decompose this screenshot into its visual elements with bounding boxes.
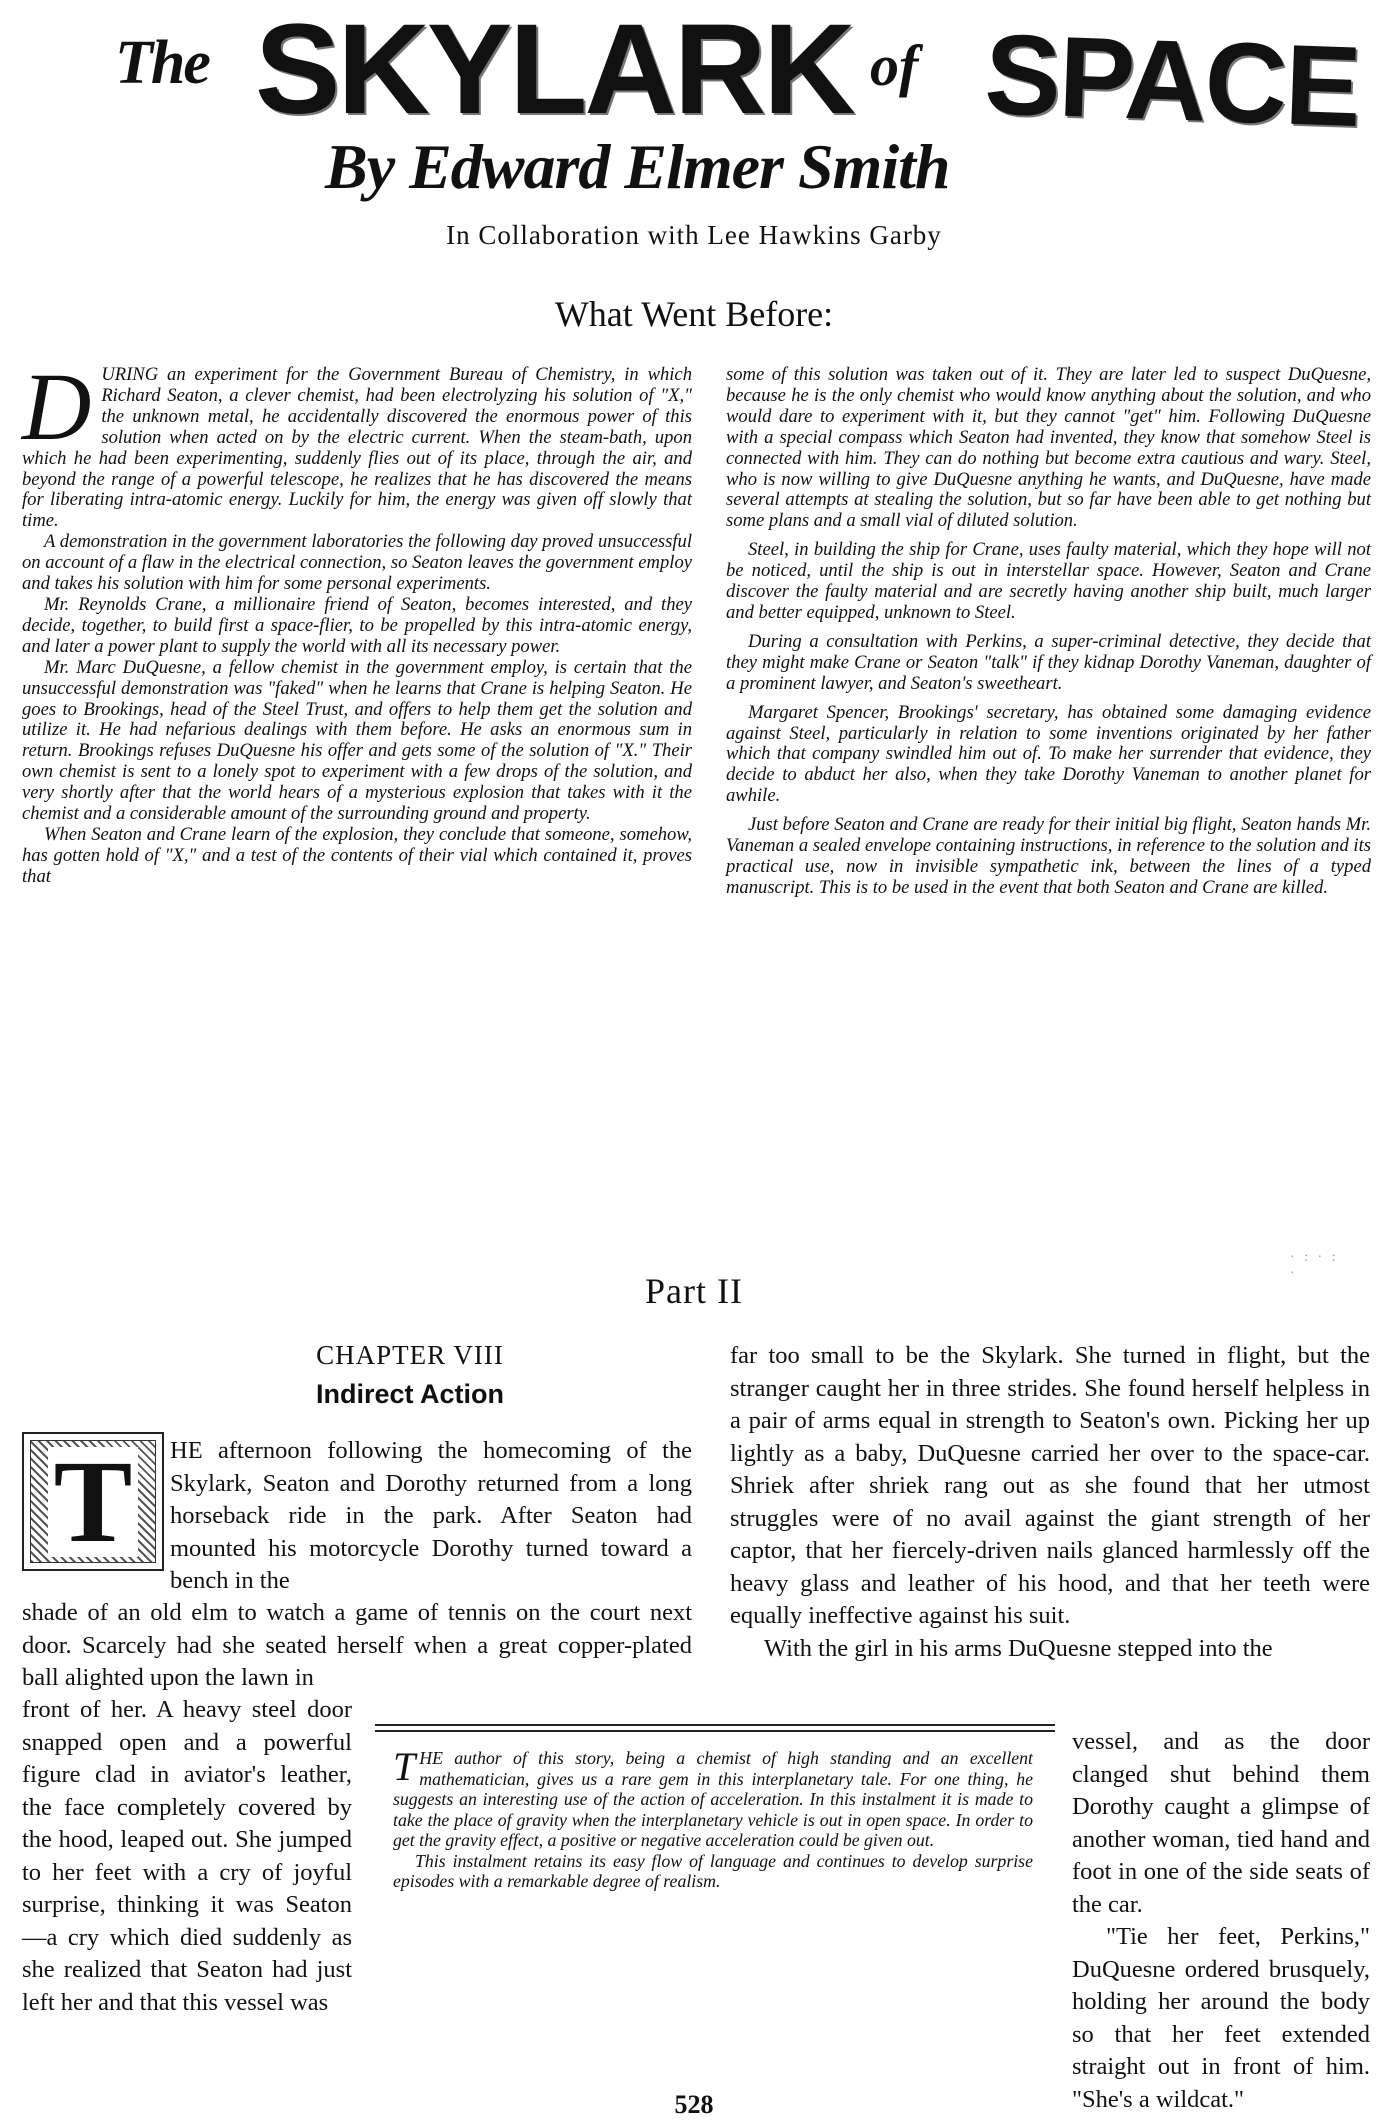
editor-note-text	[393, 1744, 1033, 1892]
title-of: of	[870, 33, 919, 98]
body-paragraph: vessel, and as the door clanged shut behind them Dorothy caught a glimpse of another woman, tied hand and foot in one of the side seats of the car.	[1072, 1728, 1370, 1918]
chapter-title: Indirect Action	[315, 1379, 504, 1409]
editor-note-box	[375, 1710, 1055, 2094]
author-byline: By Edward Elmer Smith	[325, 131, 950, 202]
synopsis-paragraph: Margaret Spencer, Brookings' secretary, has obtained some damaging evidence against Steel, particularly in relation to some inventions originated by her father which that company swindled him out of. To make her surrender that evidence, they decide to abduct her also, when they take Dorothy Vaneman to another planet for awhile.	[726, 701, 1371, 807]
dropcap-ornament-frame	[30, 1435, 156, 1567]
synopsis-paragraph: When Seaton and Crane learn of the explosion, they conclude that someone, somehow, has gotten hold of "X," and a test of the contents of their vial which contained it, proves that	[22, 823, 692, 887]
right-column-text	[730, 1340, 1370, 1665]
editor-note-paragraph: This instalment retains its easy flow of language and continues to develop surprise episodes with a remarkable degree of realism.	[393, 1850, 1033, 1891]
synopsis-paragraph: some of this solution was taken out of it. They are later led to suspect DuQuesne, because he is the only chemist who would know anything about the solution, and who would dare to experiment with it, but they cannot "get" him. Following DuQuesne with a special compass which Seaton had invented, they know that somehow Steel is connected with him. They can do nothing but become extra cautious and wary. Steel, who is now willing to give DuQuesne anything he wants, and DuQuesne, have made several attempts at stealing the solution, but so far have been able to get nothing but some plans and a small vial of diluted solution.	[726, 364, 1371, 532]
synopsis-paragraph: Mr. Reynolds Crane, a millionaire friend of Seaton, becomes interested, and they decide, together, to build first a space-flier, to be propelled by this intra-atomic energy, and later a power plant to supply the world with all its necessary power.	[22, 593, 692, 657]
page-number: 528	[674, 2090, 714, 2119]
editor-note-dropcap: T	[393, 1744, 416, 1789]
ornamental-dropcap	[22, 1432, 164, 1571]
synopsis-paragraph: During a consultation with Perkins, a super-criminal detective, they decide that they might make Crane or Seaton "talk" if they kidnap Dorothy Vaneman, daughter of a prominent lawyer, and Seaton's sweetheart.	[726, 630, 1371, 694]
body-paragraph: HE afternoon following the homecoming of the Skylark, Seaton and Dorothy returned from a long horseback ride in the park. After Seaton had mounted his motorcycle Dorothy turned toward a bench in the	[170, 1437, 692, 1594]
synopsis-paragraph: Steel, in building the ship for Crane, uses faulty material, which they hope will not be noticed, until the ship is out in interstellar space. However, Seaton and Crane discover the faulty material and are secretly having another ship built, much larger and better equipped, unknown to Steel.	[726, 539, 1371, 623]
body-paragraph: With the girl in his arms DuQuesne stepped into the	[764, 1634, 1273, 1662]
right-column-narrow-text	[1072, 1726, 1370, 2116]
title-space: SPACE	[982, 11, 1362, 152]
part-title: Part II	[645, 1271, 743, 1311]
title-the: The	[115, 29, 209, 97]
divider	[375, 1730, 1055, 1732]
body-paragraph: "Tie her feet, Perkins," DuQuesne ordered brusquely, holding her around the body so that her feet extended straight out in front of him. "She's a wildcat."	[1072, 1923, 1370, 2113]
collaboration-line: In Collaboration with Lee Hawkins Garby	[446, 220, 942, 250]
synopsis-left-column	[22, 353, 692, 888]
body-paragraph: front of her. A heavy steel door snapped open and a powerful figure clad in aviator's leather, the face completely covered by the hood, leaped out. She jumped to her feet with a cry of joyful surprise, thinking it was Seaton—a cry which died suddenly as she realized that Seaton had just left her and that this vessel was	[22, 1696, 352, 2016]
chapter-continued-text	[22, 1597, 692, 1695]
synopsis-paragraph: Just before Seaton and Crane are ready for their initial big flight, Seaton hands Mr. Vaneman a sealed envelope containing instructions, in reference to the solution and its practical use, now in invisible sympathetic ink, between the lines of a typed manuscript. This is to be used in the event that both Seaton and Crane are killed.	[726, 814, 1371, 898]
divider	[375, 1724, 1055, 1726]
chapter-opening-text	[170, 1435, 692, 1598]
synopsis-paragraph: DURING an experiment for the Government Bureau of Chemistry, in which Richard Seaton, a clever chemist, had been electrolyzing his solution of "X," the unknown metal, he accidentally discovered the enormous power of this solution when acted on by the electric current. When the steam-bath, upon which he had been experimenting, suddenly flies out of its place, through the air, and beyond the range of a powerful telescope, he realizes that he has discovered the means for liberating intra-atomic energy. Luckily for him, the energy was given off slowly that time.	[22, 353, 692, 532]
editor-note-paragraph: THE author of this story, being a chemist of high standing and an excellent mathematician, gives us a rare gem in this interplanetary tale. For one thing, he suggests an interesting use of the action of acceleration. In this instalment it is made to take the place of gravity when the interplanetary vehicle is out in open space. In order to get the gravity effect, a positive or negative acceleration could be given out.	[393, 1744, 1033, 1850]
synopsis-right-column	[726, 365, 1371, 907]
body-paragraph: shade of an old elm to watch a game of tennis on the court next door. Scarcely had she seated herself when a great copper-plated ball alighted upon the lawn in	[22, 1599, 692, 1691]
chapter-label: CHAPTER VIII	[316, 1340, 504, 1370]
dropcap-letter: T	[48, 1447, 139, 1557]
synopsis-heading: What Went Before:	[554, 294, 834, 334]
title-skylark: SKYLARK	[255, 0, 853, 141]
synopsis-paragraph: Mr. Marc DuQuesne, a fellow chemist in the government employ, is certain that the unsuccessful demonstration was "faked" when he learns that Crane is helping Seaton. He goes to Brookings, head of the Steel Trust, and offers to help them get the solution and utilize it. He had nefarious dealings with them before. He asks an enormous sum in return. Brookings refuses DuQuesne his offer and gets some of the solution of "X." Their own chemist is sent to a lonely spot to experiment with a few drops of the solution, and very shortly after that the world hears of a mysterious explosion that takes with it the chemist and a considerable amount of the surrounding ground and property.	[22, 656, 692, 825]
chapter-narrow-text	[22, 1694, 352, 2019]
body-paragraph: far too small to be the Skylark. She turned in flight, but the stranger caught her in three strides. She found herself helpless in a pair of arms equal in strength to Seaton's own. Picking her up lightly as a baby, DuQuesne carried her over to the space-car. Shriek after shriek rang out as she found that her utmost struggles were of no avail against the giant strength of her captor, that her fiercely-driven nails glanced harmlessly off the heavy glass and leather of his hood, and that her teeth were equally ineffective against his suit.	[730, 1342, 1370, 1629]
synopsis-paragraph: A demonstration in the government laboratories the following day proved unsuccessful on account of a flaw in the electrical connection, so Seaton leaves the government employ and takes his solution with him for some personal experiments.	[22, 531, 692, 595]
decorative-ornament: · : · : ·	[1290, 1250, 1339, 1281]
synopsis-dropcap: D	[22, 353, 92, 460]
